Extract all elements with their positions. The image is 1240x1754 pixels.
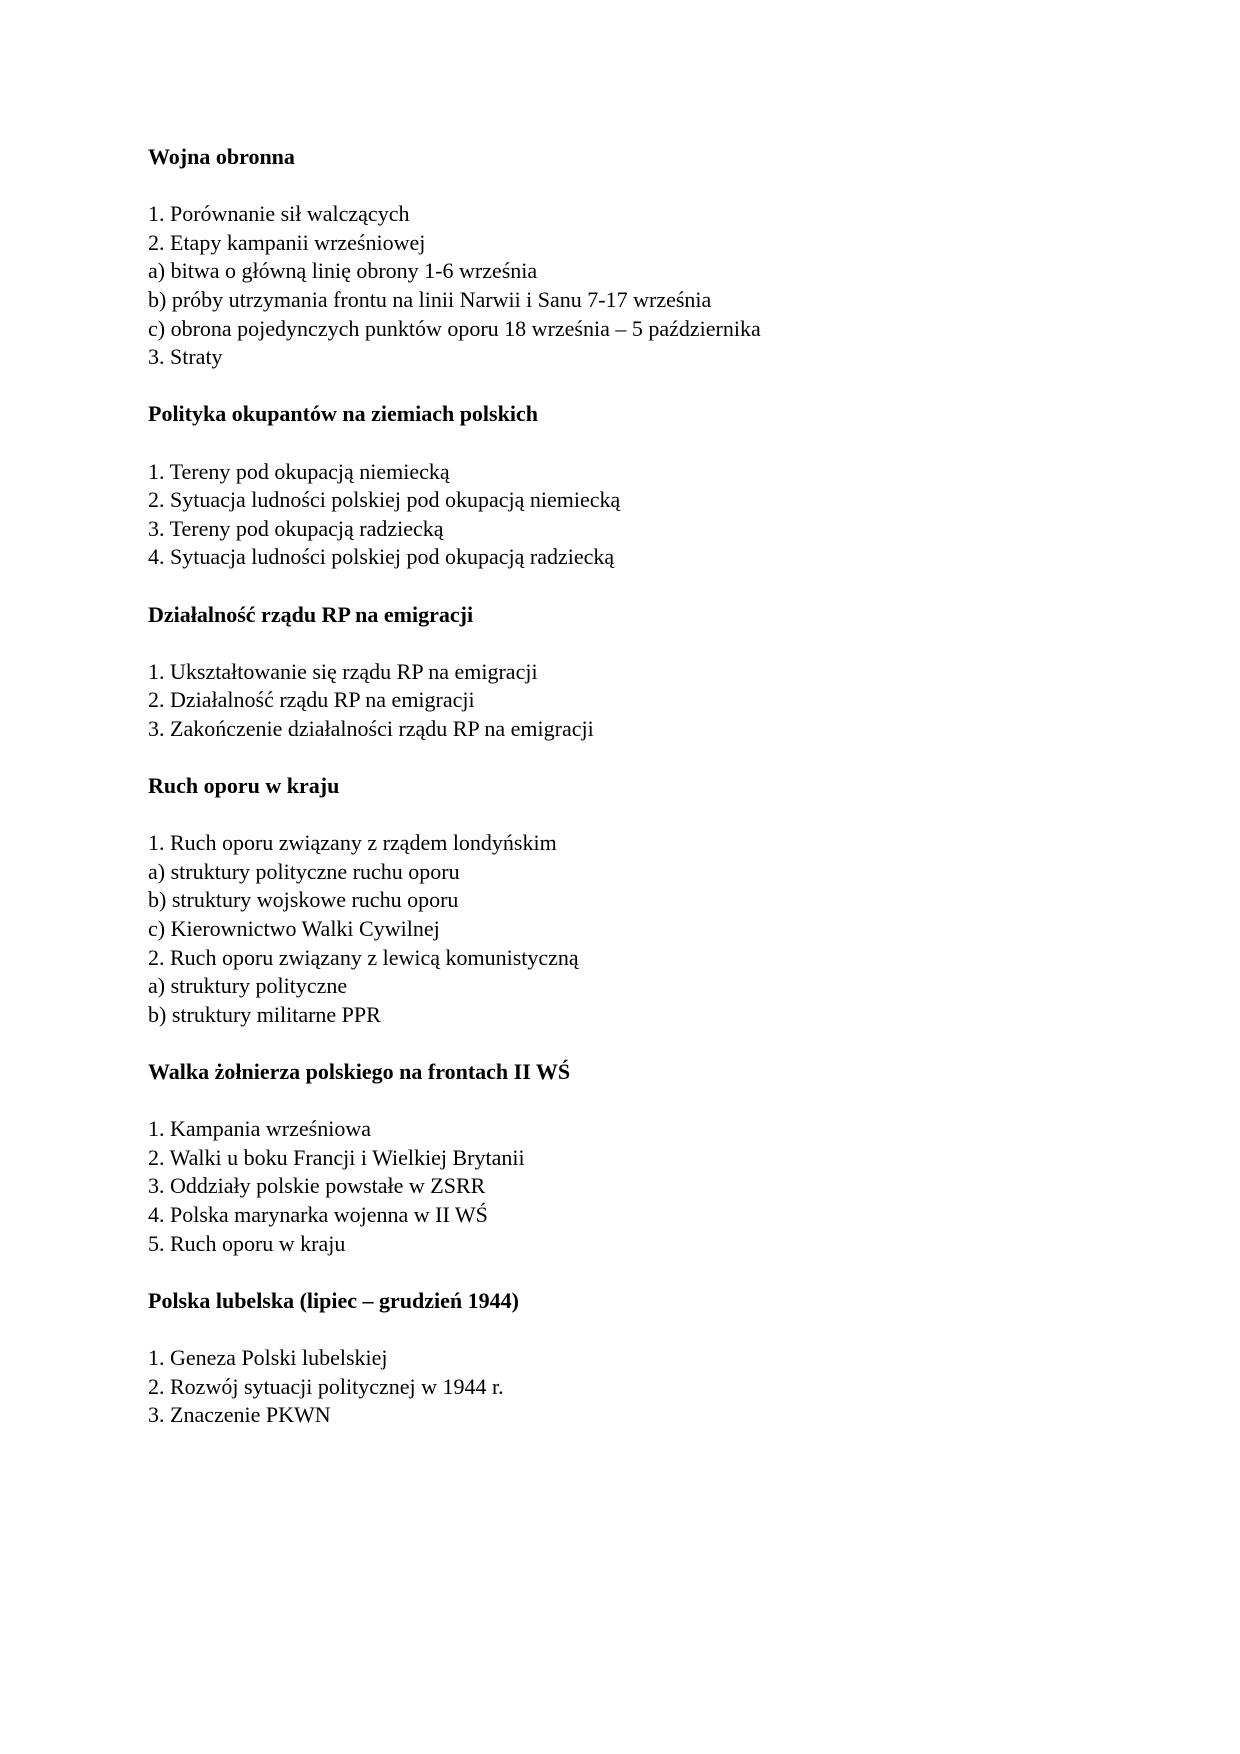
section-heading: Działalność rządu RP na emigracji (148, 601, 474, 627)
list-item: c) obrona pojedynczych punktów oporu 18 września – 5 października (148, 315, 761, 341)
list-item: 1. Geneza Polski lubelskiej (148, 1344, 388, 1370)
list-item: 2. Etapy kampanii wrześniowej (148, 229, 426, 255)
list-item: 4. Polska marynarka wojenna w II WŚ (148, 1201, 488, 1227)
list-item: a) bitwa o główną linię obrony 1-6 września (148, 258, 538, 284)
list-item: 2. Walki u boku Francji i Wielkiej Brytanii (148, 1144, 525, 1170)
list-item: 3. Tereny pod okupacją radziecką (148, 515, 444, 541)
list-item: 1. Kampania wrześniowa (148, 1116, 371, 1142)
section-rzad-na-emigracji (148, 601, 1108, 744)
section-heading: Polityka okupantów na ziemiach polskich (148, 401, 538, 427)
section-heading: Walka żołnierza polskiego na frontach II WŚ (148, 1059, 571, 1084)
list-item: 1. Porównanie sił walczących (148, 201, 410, 227)
list-item: 2. Rozwój sytuacji politycznej w 1944 r. (148, 1373, 504, 1399)
list-item: 1. Ruch oporu związany z rządem londyńskim (148, 830, 557, 856)
list-item: 1. Tereny pod okupacją niemiecką (148, 458, 450, 484)
list-item: 2. Ruch oporu związany z lewicą komunistyczną (148, 944, 579, 970)
list-item: 2. Sytuacja ludności polskiej pod okupacją niemiecką (148, 487, 621, 513)
section-walka-zolnierza (148, 1058, 1108, 1258)
list-item: a) struktury polityczne ruchu oporu (148, 858, 460, 884)
list-item: b) struktury wojskowe ruchu oporu (148, 887, 459, 913)
section-heading: Polska lubelska (lipiec – grudzień 1944) (148, 1287, 519, 1313)
list-item: 4. Sytuacja ludności polskiej pod okupacją radziecką (148, 544, 615, 570)
list-item: b) próby utrzymania frontu na linii Narwii i Sanu 7-17 września (148, 286, 712, 312)
section-heading: Wojna obronna (148, 144, 295, 169)
section-polska-lubelska (148, 1287, 1108, 1430)
list-item: c) Kierownictwo Walki Cywilnej (148, 916, 440, 942)
list-item: b) struktury militarne PPR (148, 1001, 381, 1027)
list-item: 2. Działalność rządu RP na emigracji (148, 687, 475, 713)
list-item: 1. Ukształtowanie się rządu RP na emigracji (148, 658, 538, 684)
list-item: 3. Oddziały polskie powstałe w ZSRR (148, 1173, 486, 1199)
list-item: 5. Ruch oporu w kraju (148, 1230, 346, 1256)
section-polityka-okupantow (148, 400, 1108, 572)
section-heading: Ruch oporu w kraju (148, 773, 340, 799)
list-item: 3. Znaczenie PKWN (148, 1402, 331, 1428)
section-wojna-obronna (148, 143, 1108, 372)
document-body (148, 143, 1108, 1430)
section-ruch-oporu (148, 772, 1108, 1029)
list-item: 3. Zakończenie działalności rządu RP na emigracji (148, 715, 594, 741)
list-item: 3. Straty (148, 344, 223, 370)
list-item: a) struktury polityczne (148, 973, 348, 999)
